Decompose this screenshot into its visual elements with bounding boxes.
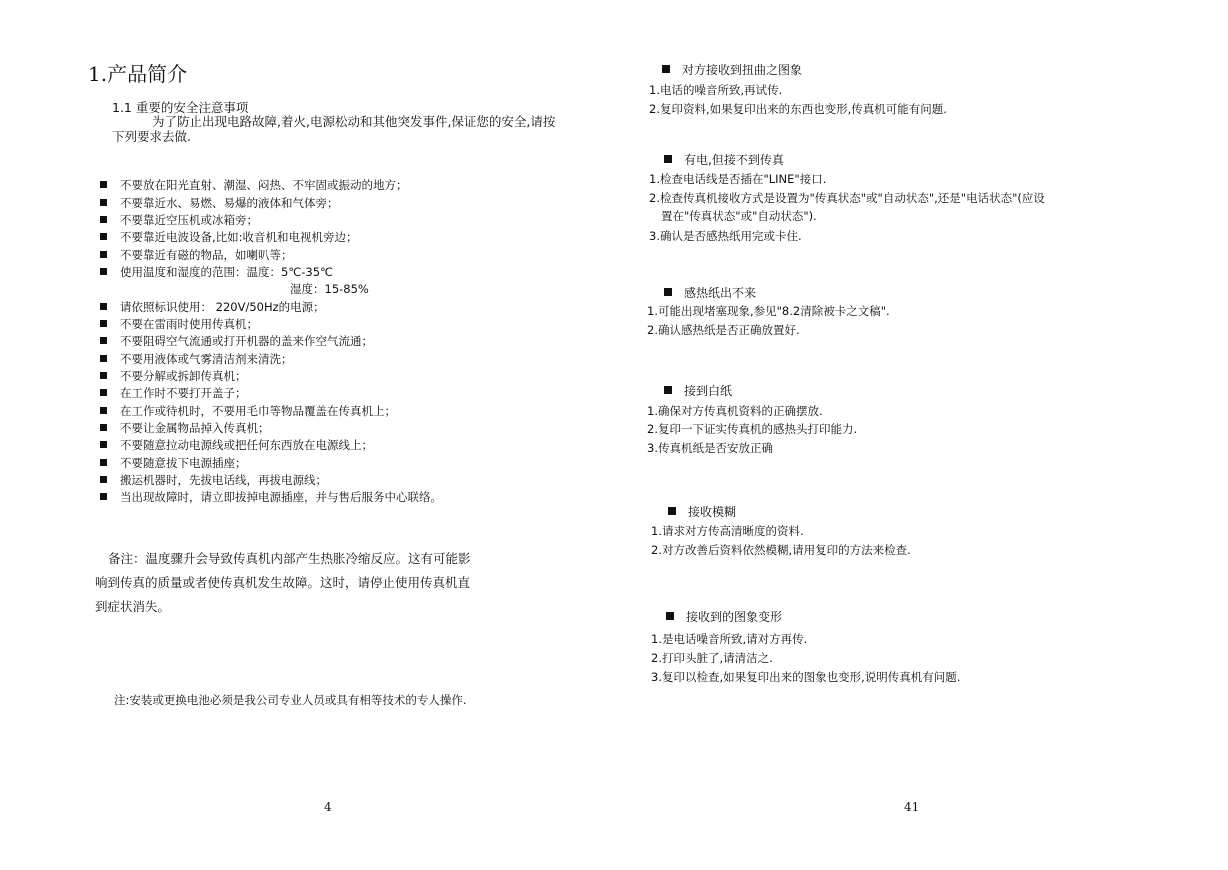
remark-line-3: 到症状消失。: [95, 599, 171, 614]
manual-page-spread: 1.产品简介 1.1 重要的安全注意事项 为了防止出现电路故障,着火,电源松动和其他突发事件,保证您的安全,请按 下列要求去做. 不要放在阳光直射、潮湿、闷热、不牢固或振动的地方； 不要靠近水、易燃、易爆的液体和气体旁； 不要靠近空压机或冰箱旁； 不要靠近电波设备,比如:收音机和电视机旁边； 不要靠近有磁的物品，如喇叭等； 使用温度和湿度的范围：温度：5℃-35℃ 湿度：15-85% 请依照标识使用： 220V/50Hz的电源； 不要在雷雨时使用传真机； 不要阻碍空气流通或打开机器的盖来作空气流通； 不要用液体或气雾清洁剂来清洗； 不要分解或拆卸传真机； 在工作时不要打开盖子； 在工作或待机时，不要用毛巾等物品覆盖在传真机上； 不要让金属物品掉入传真机； 不要随意拉动电源线或把任何东西放在电源线上； 不要随意拔下电源插座； 搬运机器时，先拔电话线，再拔电源线； 当出现故障时，请立即拔掉电源插座，并与售后服务中心联络。 备注：温度骤升会导致传真机内部产生热胀冷缩反应。这有可能影 响到传真的质量或者使传真机发生故障。这时，请停止使用传真机直 到症状消失。 注:安装或更换电池必须是我公司专业人员或具有相等技术的专人操作. 4 对方接收到扭曲之图象 1.电话的噪音所致,再试传. 2.复印资料,如果复印出来的东西也变形,传真机可能有问题. 有电,但接不到传真 1.检查电话线是否插在"LINE"接口. 2.检查传真机接收方式是设置为"传真状态"或"自动状态",还是"电话状态"(应设 置在"传真状态"或"自动状态"). 3.确认是否感热纸用完或卡住. 感热纸出不来 1.可能出现堵塞现象,参见"8.2清除被卡之文稿". 2.确认感热纸是否正确放置好. 接到白纸 1.确保对方传真机资料的正确摆放. 2.复印一下证实传真机的感热头打印能力. 3.传真机纸是否安放正确 接收模糊 1.请求对方传高清晰度的资料. 2.对方改善后资料依然模糊,请用复印的方法来检查. 接收到的图象变形 1.是电话噪音所致,请对方再传. 2.打印头脏了,请清洁之. 3.复印以检查,如果复印出来的图象也变形,说明传真机有问题. 41: [0, 0, 1228, 870]
square-bullet-icon: [100, 372, 107, 379]
square-bullet-icon: [100, 181, 107, 188]
square-bullet-icon: [664, 155, 672, 163]
section-line: 置在"传真状态"或"自动状态").: [661, 209, 817, 223]
section-line: 2.复印一下证实传真机的感热头打印能力.: [647, 422, 858, 436]
section-line: 1.可能出现堵塞现象,参见"8.2清除被卡之文稿".: [647, 304, 890, 318]
section-line: 1.是电话噪音所致,请对方再传.: [651, 632, 808, 646]
square-bullet-icon: [100, 476, 107, 483]
square-bullet-icon: [664, 288, 672, 296]
intro-line-2: 下列要求去做.: [112, 129, 191, 144]
section-line: 3.传真机纸是否安放正确: [647, 441, 773, 455]
section-line: 2.打印头脏了,请清洁之.: [651, 651, 773, 665]
page-number-right: 41: [904, 800, 920, 814]
square-bullet-icon: [100, 493, 107, 500]
square-bullet-icon: [664, 386, 672, 394]
page-title: 1.产品简介: [88, 62, 188, 86]
square-bullet-icon: [100, 303, 107, 310]
square-bullet-icon: [100, 389, 107, 396]
square-bullet-icon: [666, 612, 674, 620]
square-bullet-icon: [100, 441, 107, 448]
square-bullet-icon: [668, 507, 676, 515]
intro-line-1: 为了防止出现电路故障,着火,电源松动和其他突发事件,保证您的安全,请按: [152, 114, 556, 129]
square-bullet-icon: [100, 268, 107, 275]
square-bullet-icon: [100, 407, 107, 414]
section-line: 3.确认是否感热纸用完或卡住.: [649, 229, 802, 243]
square-bullet-icon: [100, 216, 107, 223]
square-bullet-icon: [100, 355, 107, 362]
section-line: 1.确保对方传真机资料的正确摆放.: [647, 404, 823, 418]
square-bullet-icon: [100, 320, 107, 327]
section-line: 1.请求对方传高清晰度的资料.: [651, 524, 804, 538]
section-line: 1.检查电话线是否插在"LINE"接口.: [649, 172, 827, 186]
square-bullet-icon: [100, 251, 107, 258]
section-subtitle: 1.1 重要的安全注意事项: [112, 100, 249, 115]
section-line: 2.确认感热纸是否正确放置好.: [647, 323, 800, 337]
square-bullet-icon: [100, 459, 107, 466]
section-line: 2.复印资料,如果复印出来的东西也变形,传真机可能有问题.: [649, 102, 947, 116]
humidity-range: 湿度：15-85%: [290, 282, 369, 296]
section-line: 1.电话的噪音所致,再试传.: [649, 83, 783, 97]
page-number-left: 4: [324, 800, 332, 814]
section-line: 2.检查传真机接收方式是设置为"传真状态"或"自动状态",还是"电话状态"(应设: [649, 191, 1045, 205]
section-line: 3.复印以检查,如果复印出来的图象也变形,说明传真机有问题.: [651, 670, 961, 684]
square-bullet-icon: [100, 199, 107, 206]
square-bullet-icon: [662, 65, 670, 73]
remark-line-2: 响到传真的质量或者使传真机发生故障。这时，请停止使用传真机直: [95, 575, 471, 590]
square-bullet-icon: [100, 233, 107, 240]
square-bullet-icon: [100, 337, 107, 344]
section-line: 2.对方改善后资料依然模糊,请用复印的方法来检查.: [651, 543, 911, 557]
remark-line-1: 备注：温度骤升会导致传真机内部产生热胀冷缩反应。这有可能影: [108, 551, 471, 566]
battery-note: 注:安装或更换电池必须是我公司专业人员或具有相等技术的专人操作.: [114, 693, 467, 707]
square-bullet-icon: [100, 424, 107, 431]
